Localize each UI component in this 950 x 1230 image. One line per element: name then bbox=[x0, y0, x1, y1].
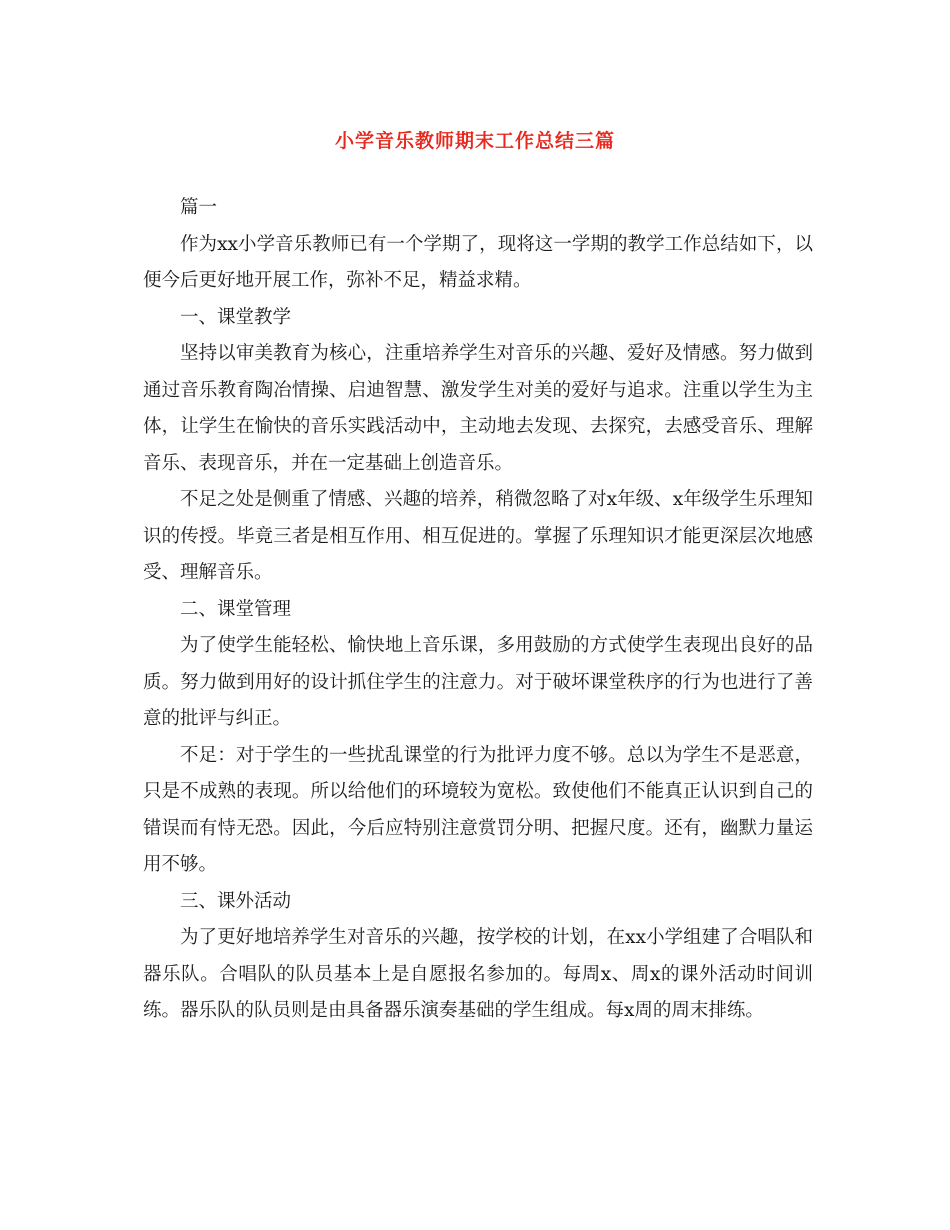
management-shortcomings-paragraph: 不足：对于学生的一些扰乱课堂的行为批评力度不够。总以为学生不是恶意，只是不成熟的表现。所以给他们的环境较为宽松。致使他们不能真正认识到自己的错误而有恃无恐。因此，今后应特别注意赏罚分明、把握尺度。还有，幽默力量运用不够。 bbox=[143, 744, 813, 875]
section-heading-classroom-teaching: 一、课堂教学 bbox=[180, 306, 292, 328]
document-body bbox=[143, 190, 813, 1030]
intro-paragraph: 作为xx小学音乐教师已有一个学期了，现将这一学期的教学工作总结如下，以便今后更好地开展工作，弥补不足，精益求精。 bbox=[143, 233, 813, 291]
classroom-teaching-paragraph: 坚持以审美教育为核心，注重培养学生对音乐的兴趣、爱好及情感。努力做到通过音乐教育陶冶情操、启迪智慧、激发学生对美的爱好与追求。注重以学生为主体，让学生在愉快的音乐实践活动中，主动地去发现、去探究，去感受音乐、理解音乐、表现音乐，并在一定基础上创造音乐。 bbox=[143, 343, 813, 474]
teaching-shortcomings-paragraph: 不足之处是侧重了情感、兴趣的培养，稍微忽略了对x年级、x年级学生乐理知识的传授。毕竟三者是相互作用、相互促进的。掌握了乐理知识才能更深层次地感受、理解音乐。 bbox=[143, 489, 813, 583]
section-heading-classroom-management: 二、课堂管理 bbox=[180, 598, 292, 620]
document-title: 小学音乐教师期末工作总结三篇 bbox=[334, 130, 615, 152]
extracurricular-paragraph: 为了更好地培养学生对音乐的兴趣，按学校的计划，在xx小学组建了合唱队和器乐队。合唱队的队员基本上是自愿报名参加的。每周x、周x的课外活动时间训练。器乐队的队员则是由具备器乐演奏基础的学生组成。每x周的周末排练。 bbox=[143, 927, 813, 1021]
section-heading-extracurricular: 三、课外活动 bbox=[180, 890, 292, 912]
section-heading-part-one: 篇一 bbox=[180, 197, 218, 218]
classroom-management-paragraph: 为了使学生能轻松、愉快地上音乐课，多用鼓励的方式使学生表现出良好的品质。努力做到用好的设计抓住学生的注意力。对于破坏课堂秩序的行为也进行了善意的批评与纠正。 bbox=[143, 635, 813, 729]
